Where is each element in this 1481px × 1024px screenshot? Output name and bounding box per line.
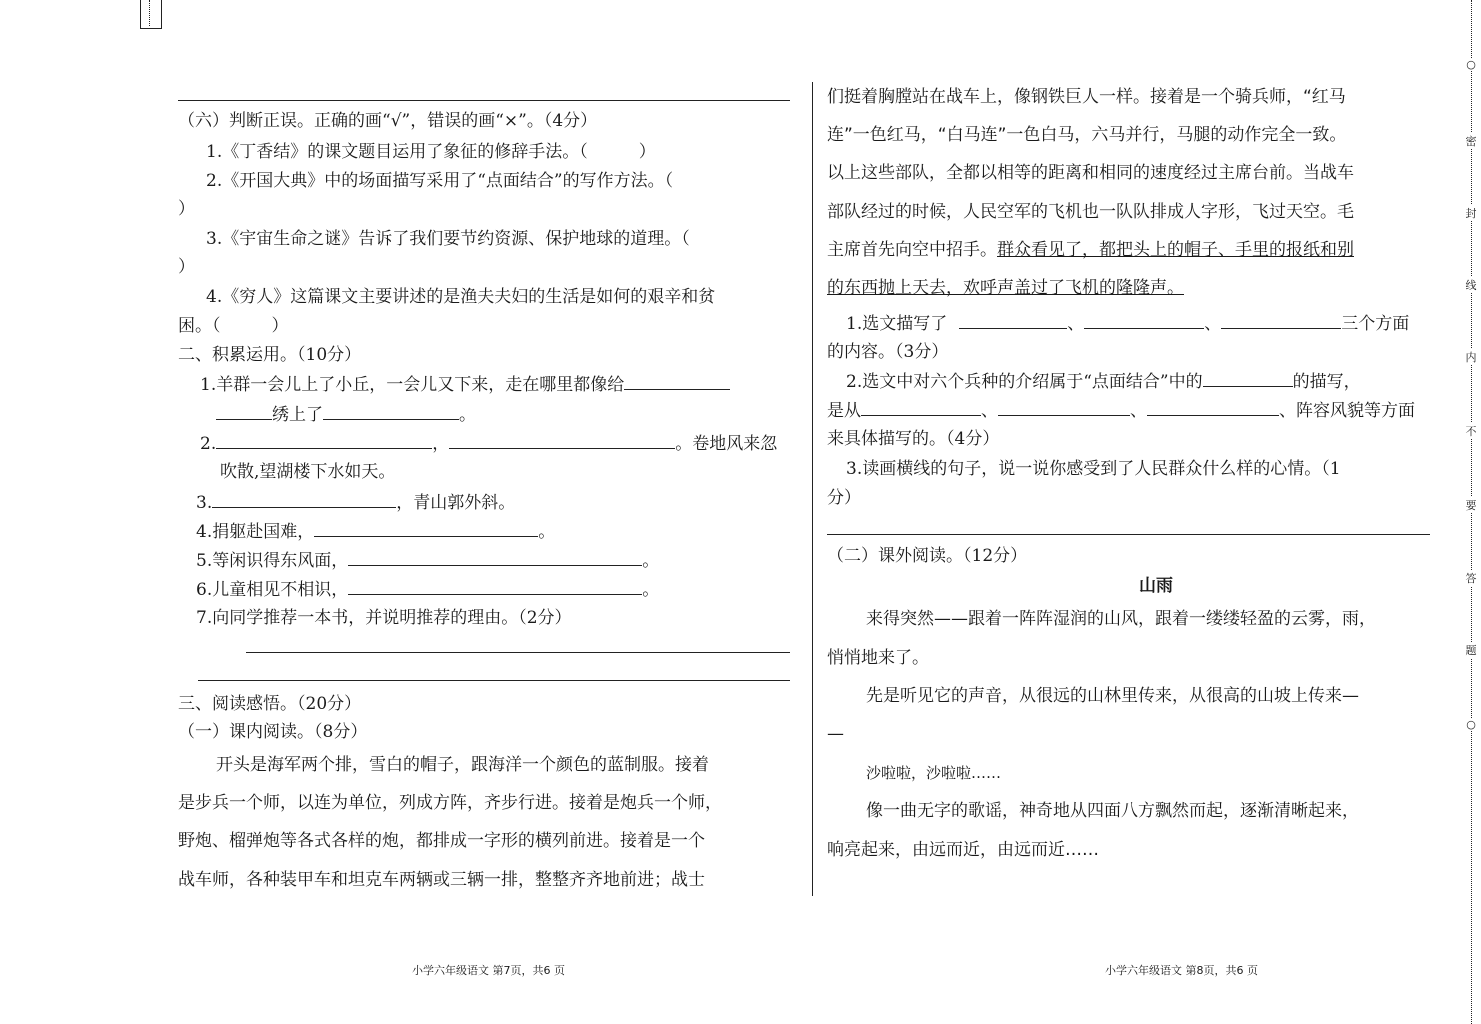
s2-title: 二、积累运用。（10分） — [178, 345, 362, 365]
s2-q1a: 1.羊群一会儿上了小丘，一会儿又下来，走在哪里都像给 — [200, 375, 625, 395]
blank[interactable] — [314, 520, 538, 537]
story-title: 山雨 — [1139, 576, 1173, 596]
r-q2d: 、 — [981, 401, 998, 421]
blank[interactable] — [348, 549, 642, 566]
s2-q6b: 。 — [642, 580, 660, 600]
r-q1e: 的内容。（3分） — [827, 342, 949, 362]
blank[interactable] — [449, 432, 675, 449]
s6-title: （六）判断正误。正确的画“√”，错误的画“×”。（4分） — [178, 111, 598, 131]
story-line: 像一曲无字的歌谣，神奇地从四面八方飘然而起，逐渐清晰起来， — [866, 801, 1359, 821]
s6-q3a: 3.《宇宙生命之谜》告诉了我们要节约资源、保护地球的道理。（ — [206, 229, 690, 249]
seal-char: 密 — [1465, 135, 1477, 148]
s2-q2c: 。卷地风来忽 — [675, 434, 778, 454]
r-q1c: 、 — [1204, 314, 1222, 334]
binding-box — [140, 0, 162, 29]
column-divider — [812, 82, 813, 896]
binding-box-dotted — [149, 0, 150, 26]
s2-q5 — [196, 549, 659, 572]
s2-q4a: 4.捐躯赴国难， — [196, 522, 315, 542]
r-q1d: 三个方面 — [1341, 314, 1410, 334]
seal-char: 答 — [1465, 572, 1477, 585]
s2-q1b: 绣上了 — [272, 405, 323, 425]
blank[interactable] — [216, 432, 432, 449]
blank[interactable] — [861, 399, 981, 416]
blank[interactable] — [212, 491, 396, 508]
story-line: 来得突然——跟着一阵阵湿润的山风，跟着一缕缕轻盈的云雾，雨， — [866, 609, 1376, 629]
underlined-sentence: 群众看见了，都把头上的帽子、手里的报纸和别 — [997, 240, 1354, 260]
r-q1b: 、 — [1067, 314, 1085, 334]
story-line: 先是听见它的声音，从很远的山林里传来，从很高的山坡上传来— — [866, 686, 1359, 706]
blank[interactable] — [348, 578, 642, 595]
r-q2-line1 — [846, 370, 1361, 393]
r-q2b: 的描写， — [1292, 372, 1361, 392]
answer-line[interactable] — [246, 652, 790, 653]
top-rule-left — [178, 100, 790, 101]
passage-line: 部队经过的时候，人民空军的飞机也一队队排成人字形，飞过天空。毛 — [827, 202, 1354, 222]
seal-char: 不 — [1465, 425, 1477, 438]
s2-q2-line1 — [200, 432, 777, 455]
s2-q7: 7.向同学推荐一本书，并说明推荐的理由。（2分） — [196, 608, 572, 628]
s6-q4a: 4.《穷人》这篇课文主要讲述的是渔夫夫妇的生活是如何的艰辛和贫 — [206, 287, 716, 307]
s6-q1: 1.《丁香结》的课文题目运用了象征的修辞手法。（ ） — [206, 142, 656, 162]
s6-q2a: 2.《开国大典》中的场面描写采用了“点面结合”的写作方法。（ — [206, 171, 674, 191]
s3-2-title: （二）课外阅读。（12分） — [827, 546, 1028, 566]
passage-line: 们挺着胸膛站在战车上，像钢铁巨人一样。接着是一个骑兵师，“红马 — [827, 87, 1346, 107]
r-q1a: 1.选文描写了 — [846, 314, 948, 334]
seal-char: 线 — [1465, 279, 1477, 292]
r-q2a: 2.选文中对六个兵种的介绍属于“点面结合”中的 — [846, 372, 1203, 392]
s2-q6a: 6.儿童相见不相识， — [196, 580, 349, 600]
blank[interactable] — [624, 373, 730, 390]
seal-char: 内 — [1465, 351, 1477, 364]
r-q2f: 、阵容风貌等方面 — [1279, 401, 1415, 421]
passage-line: 以上这些部队，全都以相等的距离和相同的速度经过主席台前。当战车 — [827, 163, 1354, 183]
blank[interactable] — [959, 312, 1067, 329]
r-q2g: 来具体描写的。（4分） — [827, 429, 1000, 449]
passage-text: 主席首先向空中招手。 — [827, 240, 997, 260]
footer-right: 小学六年级语文 第8页，共6 页 — [1105, 964, 1258, 977]
blank[interactable] — [216, 403, 272, 420]
s2-q2b: ， — [432, 434, 450, 454]
s2-q1-line2 — [216, 403, 476, 426]
seal-char: 要 — [1465, 499, 1477, 512]
r-q3b: 分） — [827, 488, 861, 508]
s2-q5b: 。 — [642, 551, 660, 571]
passage-line — [827, 239, 1354, 261]
s3-1-title: （一）课内阅读。（8分） — [178, 722, 368, 742]
s2-q1c: 。 — [459, 405, 476, 425]
s2-q2a: 2. — [200, 434, 217, 454]
underlined-sentence: 的东西抛上天去，欢呼声盖过了飞机的隆隆声。 — [827, 278, 1184, 298]
blank[interactable] — [323, 403, 459, 420]
seal-char: 封 — [1465, 207, 1477, 220]
s2-q2d: 吹散,望湖楼下水如天。 — [220, 462, 396, 482]
r-q2-line2 — [827, 399, 1415, 422]
answer-line[interactable] — [827, 534, 1430, 535]
s2-q4b: 。 — [538, 522, 556, 542]
s2-q3a: 3. — [196, 493, 213, 513]
s2-q1-line1 — [200, 373, 730, 396]
blank[interactable] — [1084, 312, 1204, 329]
seal-mark: ○ — [1464, 718, 1478, 731]
s2-q3 — [196, 491, 515, 514]
blank[interactable] — [1147, 399, 1279, 416]
s3-title: 三、阅读感悟。（20分） — [178, 694, 362, 714]
r-q2e: 、 — [1130, 401, 1147, 421]
r-q2c: 是从 — [827, 401, 861, 421]
passage-line: 是步兵一个师，以连为单位，列成方阵，齐步行进。接着是炮兵一个师， — [178, 793, 722, 813]
blank[interactable] — [998, 399, 1130, 416]
passage-line: 野炮、榴弹炮等各式各样的炮，都排成一字形的横列前进。接着是一个 — [178, 831, 705, 851]
blank[interactable] — [1221, 312, 1341, 329]
story-line: — — [827, 724, 844, 744]
passage-line: 连”一色红马，“白马连”一色白马，六马并行，马腿的动作完全一致。 — [827, 125, 1347, 145]
r-q1-line1 — [846, 312, 1409, 335]
passage-line: 开头是海军两个排，雪白的帽子，跟海洋一个颜色的蓝制服。接着 — [216, 755, 709, 775]
story-line: 沙啦啦，沙啦啦…… — [866, 764, 1002, 782]
passage-line: 战车师，各种装甲车和坦克车两辆或三辆一排，整整齐齐地前进；战士 — [178, 870, 705, 890]
s2-q5a: 5.等闲识得东风面， — [196, 551, 349, 571]
s6-q4b: 困。（ ） — [178, 316, 289, 336]
seal-char: 题 — [1465, 644, 1477, 657]
story-line: 响亮起来，由远而近，由远而近…… — [827, 840, 1099, 860]
answer-line[interactable] — [198, 680, 790, 681]
seal-mark: ○ — [1464, 58, 1478, 71]
s6-q3b: ） — [178, 257, 195, 277]
footer-left: 小学六年级语文 第7页，共6 页 — [412, 964, 565, 977]
s2-q6 — [196, 578, 659, 601]
story-line: 悄悄地来了。 — [827, 648, 929, 668]
blank[interactable] — [1203, 370, 1293, 387]
s6-q2b: ） — [178, 199, 195, 219]
s2-q3b: ，青山郭外斜。 — [396, 493, 516, 513]
r-q3a: 3.读画横线的句子，说一说你感受到了人民群众什么样的心情。（1 — [846, 459, 1341, 479]
s2-q4 — [196, 520, 555, 543]
